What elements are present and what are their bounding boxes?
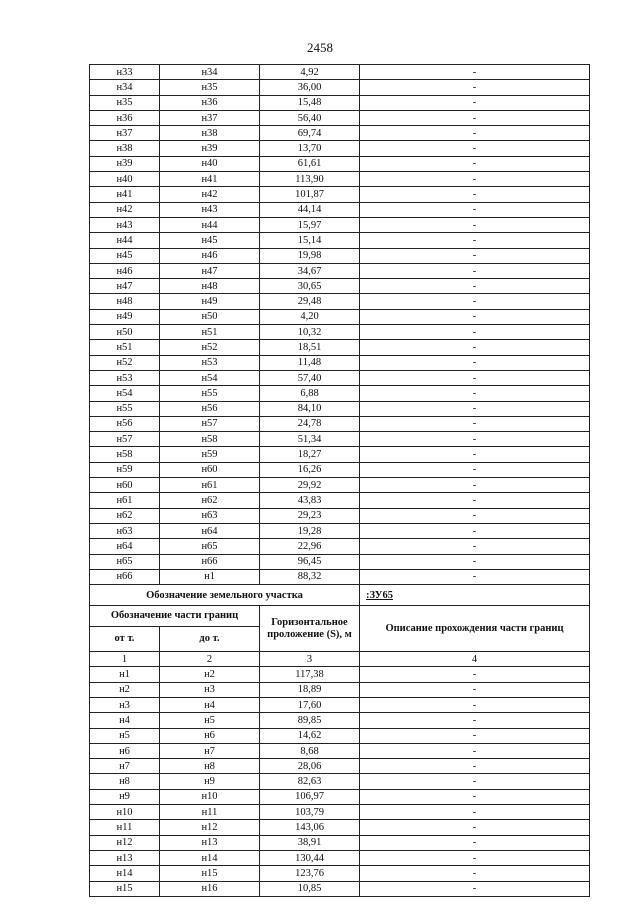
distance-cell: 8,68 [260,743,360,758]
table-row [90,866,590,881]
to-point-cell: н49 [160,294,260,309]
table-row [90,478,590,493]
table-row [90,850,590,865]
table-row [90,325,590,340]
distance-cell: 19,28 [260,523,360,538]
page-number: 2458 [307,40,333,55]
from-point-cell: н50 [90,325,160,340]
boundary-rows-bottom [90,667,590,896]
description-cell: - [360,850,590,865]
description-cell: - [360,187,590,202]
description-cell: - [360,774,590,789]
from-point-cell: н35 [90,95,160,110]
from-point-cell: н38 [90,141,160,156]
description-cell: - [360,508,590,523]
from-point-cell: н41 [90,187,160,202]
distance-cell: 28,06 [260,759,360,774]
table-row [90,728,590,743]
distance-cell: 51,34 [260,432,360,447]
to-point-cell: н64 [160,523,260,538]
description-cell: - [360,554,590,569]
to-point-cell: н46 [160,248,260,263]
to-point-cell: н4 [160,697,260,712]
to-point-cell: н43 [160,202,260,217]
to-point-cell: н53 [160,355,260,370]
description-cell: - [360,569,590,584]
part-designation-header: Обозначение части границ [90,606,260,627]
to-point-cell: н2 [160,667,260,682]
to-point-cell: н60 [160,462,260,477]
description-cell: - [360,743,590,758]
table-row [90,789,590,804]
table-row [90,65,590,80]
to-point-cell: н66 [160,554,260,569]
distance-cell: 43,83 [260,493,360,508]
to-point-cell: н62 [160,493,260,508]
table-row [90,248,590,263]
from-point-cell: н2 [90,682,160,697]
distance-cell: 29,23 [260,508,360,523]
table-row [90,820,590,835]
description-cell: - [360,248,590,263]
table-row [90,432,590,447]
distance-cell: 30,65 [260,279,360,294]
table-row [90,667,590,682]
description-cell: - [360,432,590,447]
to-point-cell: н57 [160,416,260,431]
to-point-cell: н1 [160,569,260,584]
table-row [90,759,590,774]
to-point-cell: н7 [160,743,260,758]
distance-cell: 11,48 [260,355,360,370]
description-cell: - [360,759,590,774]
to-point-cell: н5 [160,713,260,728]
to-point-cell: н54 [160,370,260,385]
from-point-cell: н65 [90,554,160,569]
from-point-cell: н59 [90,462,160,477]
table-row [90,713,590,728]
from-point-cell: н42 [90,202,160,217]
distance-cell: 10,32 [260,325,360,340]
column-number: 1 [90,652,160,667]
description-cell: - [360,539,590,554]
from-point-cell: н45 [90,248,160,263]
column-number: 4 [360,652,590,667]
table-row [90,539,590,554]
description-cell: - [360,370,590,385]
to-point-cell: н9 [160,774,260,789]
to-point-header: до т. [160,627,260,652]
distance-cell: 6,88 [260,386,360,401]
description-cell: - [360,325,590,340]
to-point-cell: н63 [160,508,260,523]
table-row [90,95,590,110]
table-row [90,294,590,309]
distance-cell: 17,60 [260,697,360,712]
to-point-cell: н16 [160,881,260,896]
distance-cell: 15,97 [260,217,360,232]
table-row [90,80,590,95]
from-point-cell: н47 [90,279,160,294]
to-point-cell: н14 [160,850,260,865]
to-point-cell: н52 [160,340,260,355]
table-row [90,743,590,758]
from-point-cell: н49 [90,309,160,324]
table-row [90,263,590,278]
table-row [90,110,590,125]
from-point-cell: н52 [90,355,160,370]
column-number: 3 [260,652,360,667]
distance-cell: 36,00 [260,80,360,95]
table-row [90,141,590,156]
from-point-cell: н5 [90,728,160,743]
description-cell: - [360,805,590,820]
section-header [90,585,590,667]
description-cell: - [360,202,590,217]
description-cell: - [360,263,590,278]
from-point-cell: н63 [90,523,160,538]
table-row [90,355,590,370]
table-row [90,279,590,294]
table-row [90,805,590,820]
from-point-cell: н4 [90,713,160,728]
distance-cell: 4,92 [260,65,360,80]
description-cell: - [360,462,590,477]
table-row [90,202,590,217]
to-point-cell: н48 [160,279,260,294]
from-point-cell: н43 [90,217,160,232]
description-cell: - [360,65,590,80]
description-cell: - [360,682,590,697]
description-cell: - [360,523,590,538]
from-point-cell: н15 [90,881,160,896]
from-point-cell: н44 [90,233,160,248]
table-row [90,217,590,232]
description-cell: - [360,172,590,187]
table-row [90,172,590,187]
from-point-cell: н37 [90,126,160,141]
description-cell: - [360,279,590,294]
to-point-cell: н34 [160,65,260,80]
horizontal-distance-header: Горизонтальное проложение (S), м [260,606,360,652]
from-point-cell: н14 [90,866,160,881]
distance-cell: 16,26 [260,462,360,477]
description-cell: - [360,416,590,431]
from-point-cell: н8 [90,774,160,789]
from-point-cell: н61 [90,493,160,508]
from-point-cell: н11 [90,820,160,835]
description-cell: - [360,156,590,171]
description-cell: - [360,401,590,416]
to-point-cell: н36 [160,95,260,110]
from-point-cell: н7 [90,759,160,774]
table-row [90,697,590,712]
table-row [90,370,590,385]
table-row [90,462,590,477]
distance-cell: 18,89 [260,682,360,697]
distance-cell: 117,38 [260,667,360,682]
description-cell: - [360,713,590,728]
description-cell: - [360,697,590,712]
to-point-cell: н41 [160,172,260,187]
from-point-cell: н57 [90,432,160,447]
table-row [90,508,590,523]
description-cell: - [360,493,590,508]
description-cell: - [360,126,590,141]
description-cell: - [360,881,590,896]
table-row [90,309,590,324]
from-point-cell: н34 [90,80,160,95]
from-point-cell: н40 [90,172,160,187]
distance-cell: 29,48 [260,294,360,309]
distance-cell: 61,61 [260,156,360,171]
from-point-cell: н1 [90,667,160,682]
description-cell: - [360,95,590,110]
table-row [90,774,590,789]
to-point-cell: н11 [160,805,260,820]
table-row [90,881,590,896]
to-point-cell: н58 [160,432,260,447]
land-plot-label: Обозначение земельного участка [90,585,360,606]
to-point-cell: н42 [160,187,260,202]
distance-cell: 19,98 [260,248,360,263]
boundary-table [89,64,590,897]
from-point-cell: н3 [90,697,160,712]
to-point-cell: н44 [160,217,260,232]
column-number: 2 [160,652,260,667]
from-point-cell: н58 [90,447,160,462]
table-row [90,401,590,416]
distance-cell: 96,45 [260,554,360,569]
distance-cell: 84,10 [260,401,360,416]
distance-cell: 101,87 [260,187,360,202]
distance-cell: 15,14 [260,233,360,248]
from-point-cell: н60 [90,478,160,493]
description-cell: - [360,478,590,493]
from-point-cell: н55 [90,401,160,416]
from-point-cell: н64 [90,539,160,554]
table-row [90,126,590,141]
to-point-cell: н55 [160,386,260,401]
distance-cell: 44,14 [260,202,360,217]
to-point-cell: н47 [160,263,260,278]
distance-cell: 123,76 [260,866,360,881]
description-cell: - [360,667,590,682]
from-point-cell: н33 [90,65,160,80]
from-point-cell: н9 [90,789,160,804]
land-plot-value: :ЗУ65 [360,585,590,606]
distance-cell: 38,91 [260,835,360,850]
description-cell: - [360,233,590,248]
description-cell: - [360,835,590,850]
from-point-cell: н39 [90,156,160,171]
distance-cell: 143,06 [260,820,360,835]
from-point-cell: н6 [90,743,160,758]
table-row [90,156,590,171]
to-point-cell: н35 [160,80,260,95]
to-point-cell: н61 [160,478,260,493]
table-row [90,233,590,248]
description-cell: - [360,217,590,232]
distance-cell: 130,44 [260,850,360,865]
description-cell: - [360,386,590,401]
to-point-cell: н15 [160,866,260,881]
distance-cell: 82,63 [260,774,360,789]
to-point-cell: н3 [160,682,260,697]
from-point-cell: н46 [90,263,160,278]
from-point-cell: н10 [90,805,160,820]
distance-cell: 15,48 [260,95,360,110]
boundary-rows-top [90,65,590,585]
distance-cell: 4,20 [260,309,360,324]
to-point-cell: н13 [160,835,260,850]
distance-cell: 18,27 [260,447,360,462]
table-row [90,187,590,202]
to-point-cell: н6 [160,728,260,743]
distance-cell: 88,32 [260,569,360,584]
description-cell: - [360,447,590,462]
distance-cell: 89,85 [260,713,360,728]
from-point-cell: н12 [90,835,160,850]
table-row [90,682,590,697]
from-point-cell: н62 [90,508,160,523]
from-point-cell: н54 [90,386,160,401]
distance-cell: 10,85 [260,881,360,896]
from-point-cell: н66 [90,569,160,584]
table-row [90,523,590,538]
from-point-cell: н53 [90,370,160,385]
to-point-cell: н39 [160,141,260,156]
table-row [90,554,590,569]
description-cell: - [360,309,590,324]
distance-cell: 14,62 [260,728,360,743]
description-cell: - [360,866,590,881]
description-cell: - [360,80,590,95]
table-row [90,493,590,508]
description-cell: - [360,728,590,743]
distance-cell: 103,79 [260,805,360,820]
description-cell: - [360,141,590,156]
from-point-cell: н13 [90,850,160,865]
description-cell: - [360,294,590,309]
to-point-cell: н59 [160,447,260,462]
distance-cell: 13,70 [260,141,360,156]
to-point-cell: н65 [160,539,260,554]
distance-cell: 34,67 [260,263,360,278]
to-point-cell: н38 [160,126,260,141]
table-row [90,569,590,584]
from-point-cell: н48 [90,294,160,309]
to-point-cell: н51 [160,325,260,340]
table-row [90,835,590,850]
table-row [90,416,590,431]
distance-cell: 57,40 [260,370,360,385]
distance-cell: 106,97 [260,789,360,804]
from-point-cell: н51 [90,340,160,355]
description-cell: - [360,355,590,370]
table-row [90,340,590,355]
from-point-cell: н56 [90,416,160,431]
table-row [90,386,590,401]
to-point-cell: н37 [160,110,260,125]
description-cell: - [360,820,590,835]
description-cell: - [360,110,590,125]
description-header: Описание прохождения части границ [360,606,590,652]
to-point-cell: н56 [160,401,260,416]
description-cell: - [360,789,590,804]
distance-cell: 29,92 [260,478,360,493]
to-point-cell: н10 [160,789,260,804]
distance-cell: 18,51 [260,340,360,355]
to-point-cell: н40 [160,156,260,171]
from-point-header: от т. [90,627,160,652]
distance-cell: 22,96 [260,539,360,554]
to-point-cell: н45 [160,233,260,248]
table-row [90,447,590,462]
to-point-cell: н8 [160,759,260,774]
to-point-cell: н50 [160,309,260,324]
distance-cell: 113,90 [260,172,360,187]
distance-cell: 24,78 [260,416,360,431]
distance-cell: 69,74 [260,126,360,141]
distance-cell: 56,40 [260,110,360,125]
description-cell: - [360,340,590,355]
from-point-cell: н36 [90,110,160,125]
to-point-cell: н12 [160,820,260,835]
